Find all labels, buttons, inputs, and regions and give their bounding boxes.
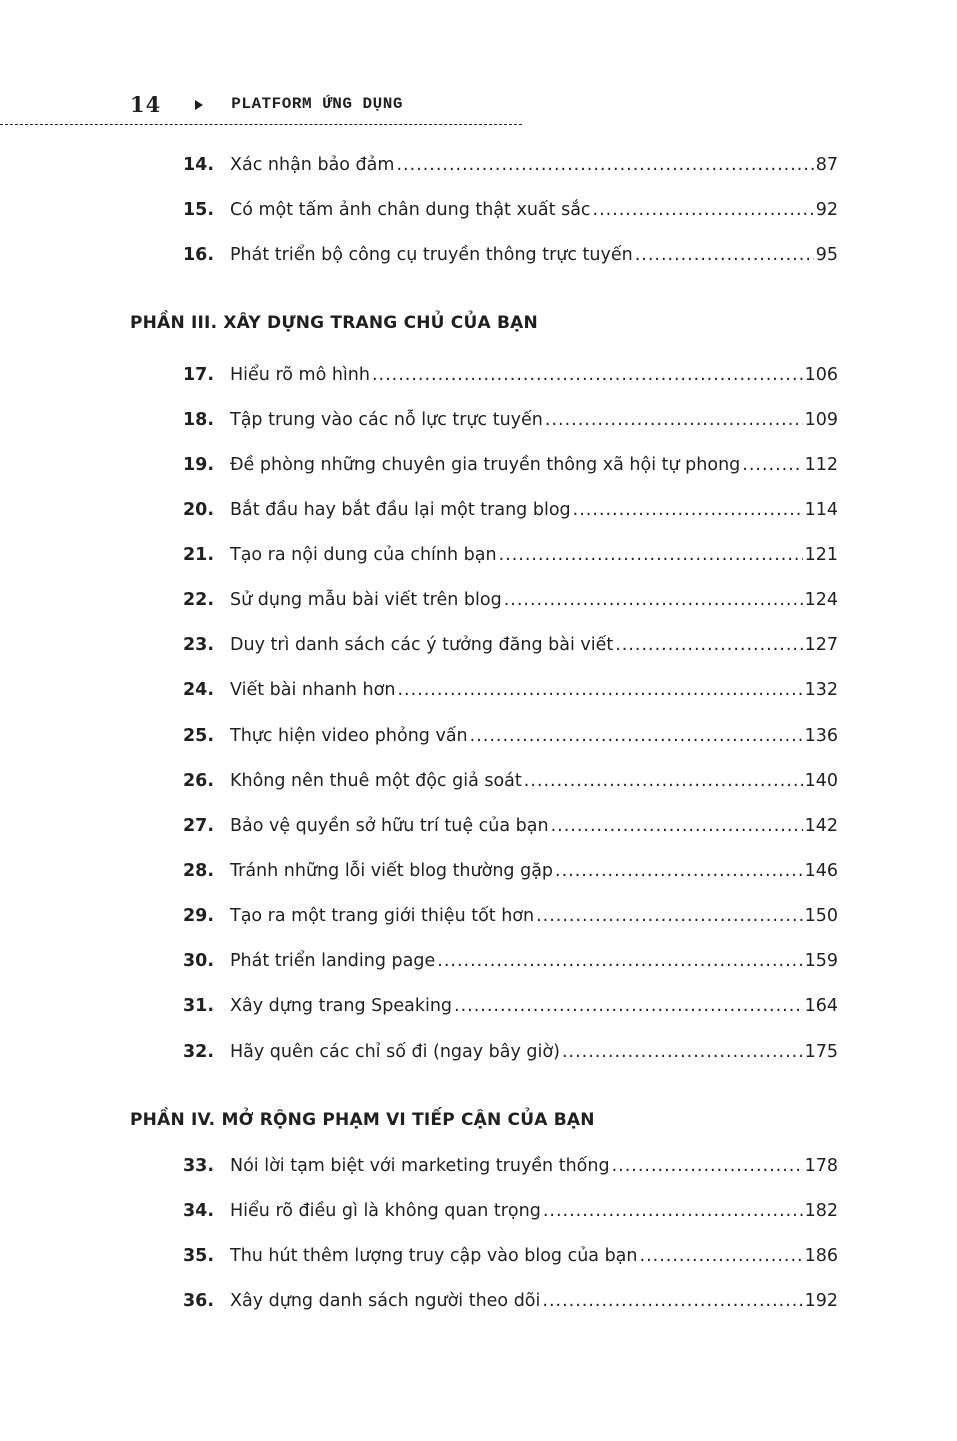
entry-number: 36. (183, 1291, 215, 1311)
entry-title: Thực hiện video phỏng vấn (230, 726, 468, 746)
dot-leader (397, 680, 802, 700)
dot-leader (372, 365, 803, 385)
entry-title: Sử dụng mẫu bài viết trên blog (230, 590, 502, 610)
entry-number: 20. (183, 500, 215, 520)
entry-title: Xây dựng danh sách người theo dõi (230, 1291, 541, 1311)
dot-leader (454, 996, 803, 1016)
toc-entry (183, 635, 838, 661)
entry-page-number: 87 (815, 155, 838, 175)
entry-number: 34. (183, 1201, 215, 1221)
entry-number: 19. (183, 455, 215, 475)
toc-entry (183, 245, 838, 271)
entry-number: 30. (183, 951, 215, 971)
toc-entry (183, 680, 838, 706)
page-header (130, 88, 403, 120)
toc-entry (183, 545, 838, 571)
entry-title: Bảo vệ quyền sở hữu trí tuệ của bạn (230, 816, 549, 836)
entry-number: 29. (183, 906, 215, 926)
entry-page-number: 178 (804, 1156, 838, 1176)
entry-page-number: 182 (804, 1201, 838, 1221)
entry-title: Hiểu rõ mô hình (230, 365, 370, 385)
entry-title: Đề phòng những chuyên gia truyền thông xã hội tự phong (230, 455, 741, 475)
dot-leader (545, 410, 803, 430)
entry-title: Thu hút thêm lượng truy cập vào blog của bạn (230, 1246, 638, 1266)
dot-leader (437, 951, 802, 971)
dot-leader (573, 500, 803, 520)
entry-number: 28. (183, 861, 215, 881)
toc-entry (183, 1291, 838, 1317)
toc-entry (183, 1156, 838, 1182)
entry-page-number: 92 (815, 200, 838, 220)
section-heading: PHẦN III. XÂY DỰNG TRANG CHỦ CỦA BẠN (130, 313, 538, 333)
entry-number: 24. (183, 680, 215, 700)
entry-number: 21. (183, 545, 215, 565)
dot-leader (536, 906, 802, 926)
dot-leader (543, 1201, 803, 1221)
dot-leader (640, 1246, 803, 1266)
entry-number: 26. (183, 771, 215, 791)
dot-leader (562, 1042, 803, 1062)
entry-number: 25. (183, 726, 215, 746)
entry-page-number: 175 (804, 1042, 838, 1062)
entry-title: Có một tấm ảnh chân dung thật xuất sắc (230, 200, 591, 220)
toc-entry (183, 996, 838, 1022)
entry-page-number: 186 (804, 1246, 838, 1266)
entry-title: Xác nhận bảo đảm (230, 155, 395, 175)
entry-title: Duy trì danh sách các ý tưởng đăng bài viết (230, 635, 614, 655)
toc-entry (183, 200, 838, 226)
entry-number: 35. (183, 1246, 215, 1266)
entry-number: 23. (183, 635, 215, 655)
entry-page-number: 192 (804, 1291, 838, 1311)
triangle-right-icon (195, 100, 203, 110)
toc-entry (183, 771, 838, 797)
entry-page-number: 142 (804, 816, 838, 836)
entry-title: Phát triển bộ công cụ truyền thông trực tuyến (230, 245, 633, 265)
toc-entry (183, 1246, 838, 1272)
dot-leader (524, 771, 803, 791)
dot-leader (612, 1156, 803, 1176)
entry-page-number: 150 (804, 906, 838, 926)
entry-page-number: 109 (804, 410, 838, 430)
page-number: 14 (130, 91, 162, 117)
entry-number: 17. (183, 365, 215, 385)
dot-leader (555, 861, 803, 881)
entry-number: 15. (183, 200, 215, 220)
toc-entry (183, 816, 838, 842)
entry-number: 22. (183, 590, 215, 610)
entry-title: Viết bài nhanh hơn (230, 680, 396, 700)
entry-number: 16. (183, 245, 215, 265)
entry-number: 32. (183, 1042, 215, 1062)
toc-entry (183, 590, 838, 616)
running-title: PLATFORM ỨNG DỤNG (231, 95, 403, 113)
entry-title: Phát triển landing page (230, 951, 436, 971)
toc-entry (183, 455, 838, 481)
entry-page-number: 106 (804, 365, 838, 385)
entry-number: 33. (183, 1156, 215, 1176)
toc-entry (183, 861, 838, 887)
entry-number: 14. (183, 155, 215, 175)
entry-page-number: 132 (804, 680, 838, 700)
toc-entry (183, 1201, 838, 1227)
toc-entry (183, 500, 838, 526)
dot-leader (635, 245, 814, 265)
dot-leader (742, 455, 802, 475)
entry-title: Bắt đầu hay bắt đầu lại một trang blog (230, 500, 571, 520)
toc-entry (183, 1042, 838, 1068)
entry-page-number: 114 (804, 500, 838, 520)
entry-page-number: 164 (804, 996, 838, 1016)
toc-entry (183, 410, 838, 436)
entry-page-number: 112 (804, 455, 838, 475)
entry-page-number: 121 (804, 545, 838, 565)
entry-title: Tạo ra nội dung của chính bạn (230, 545, 497, 565)
entry-page-number: 95 (815, 245, 838, 265)
entry-title: Xây dựng trang Speaking (230, 996, 453, 1016)
entry-title: Không nên thuê một độc giả soát (230, 771, 522, 791)
toc-entry (183, 365, 838, 391)
entry-number: 31. (183, 996, 215, 1016)
entry-page-number: 146 (804, 861, 838, 881)
toc-entry (183, 906, 838, 932)
dot-leader (551, 816, 803, 836)
entry-number: 27. (183, 816, 215, 836)
entry-page-number: 136 (804, 726, 838, 746)
entry-title: Tạo ra một trang giới thiệu tốt hơn (230, 906, 535, 926)
section-heading: PHẦN IV. MỞ RỘNG PHẠM VI TIẾP CẬN CỦA BẠN (130, 1110, 595, 1130)
entry-number: 18. (183, 410, 215, 430)
dot-leader (504, 590, 803, 610)
entry-title: Tập trung vào các nỗ lực trực tuyến (230, 410, 543, 430)
toc-entry (183, 951, 838, 977)
entry-title: Nói lời tạm biệt với marketing truyền thống (230, 1156, 610, 1176)
dot-leader (470, 726, 803, 746)
entry-page-number: 124 (804, 590, 838, 610)
dot-leader (396, 155, 813, 175)
dot-leader (615, 635, 802, 655)
entry-title: Hiểu rõ điều gì là không quan trọng (230, 1201, 541, 1221)
entry-page-number: 140 (804, 771, 838, 791)
toc-entry (183, 726, 838, 752)
toc-entry (183, 155, 838, 181)
entry-title: Hãy quên các chỉ số đi (ngay bây giờ) (230, 1042, 560, 1062)
dot-leader (542, 1291, 802, 1311)
dot-leader (499, 545, 803, 565)
entry-title: Tránh những lỗi viết blog thường gặp (230, 861, 554, 881)
dashed-divider (0, 124, 522, 125)
dot-leader (593, 200, 814, 220)
entry-page-number: 159 (804, 951, 838, 971)
entry-page-number: 127 (804, 635, 838, 655)
